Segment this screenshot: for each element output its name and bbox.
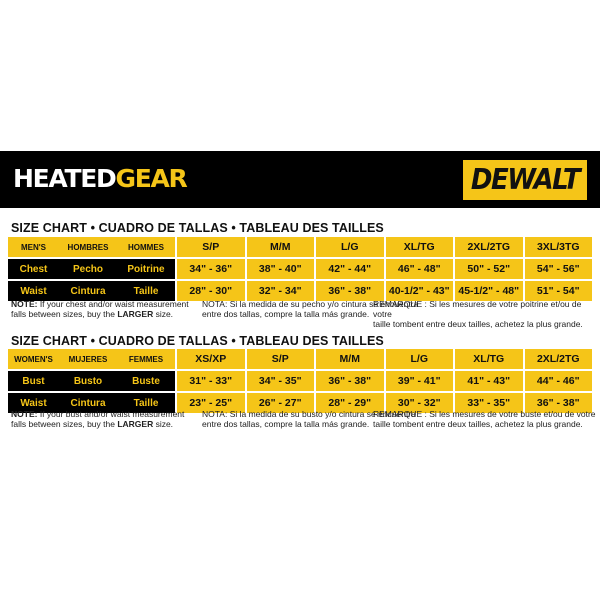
size-header: 2XL/2TG [525,349,593,369]
measurement-cell: 33" - 35" [455,393,523,413]
note-emphasis: LARGER [117,309,154,319]
womens-size-chart-title: SIZE CHART • CUADRO DE TALLAS • TABLEAU DES TAILLES [11,334,384,348]
measurement-cell: 50" - 52" [455,259,523,279]
mens-chest-row [8,259,592,279]
measurement-cell: 54" - 56" [525,259,593,279]
row-label-fr: Taille [133,397,159,409]
note-text: entre dos tallas, compre la talla más grande. [202,419,370,429]
heated-gear-title [13,165,187,193]
measurement-cell: 46" - 48" [386,259,454,279]
measurement-cell: 23" - 25" [177,393,245,413]
note-text: size. [153,309,174,319]
measurement-cell: 51" - 54" [525,281,593,301]
size-header: L/G [386,349,454,369]
womens-header-labels [8,349,175,369]
dewalt-logo [461,158,589,202]
row-label-es: Cintura [70,397,106,409]
womens-header-row [8,349,592,369]
measurement-cell: 45-1/2" - 48" [455,281,523,301]
mens-note-french [373,299,600,329]
note-text: falls between sizes, buy the [11,309,118,319]
womens-bust-row [8,371,592,391]
note-text: NOTA: Si la medida de su busto y/o cintura se encuentra [202,409,416,419]
womens-note-english [11,409,184,429]
note-text: taille tombent entre deux tailles, achetez la plus grande. [373,419,583,429]
row-label-fr: Taille [133,285,159,297]
row-labels [8,371,175,391]
brand-gear-text: GEAR [115,164,187,193]
note-text: size. [153,419,174,429]
row-label-fr: Poitrine [127,263,165,275]
measurement-cell: 31" - 33" [177,371,245,391]
measurement-cell: 28" - 29" [316,393,384,413]
header-label-fr: HOMMES [128,242,164,252]
size-header: 3XL/3TG [525,237,593,257]
note-text: REMARQUE : Si les mesures de votre buste et/ou de votre [373,409,596,419]
womens-note-french [373,409,596,429]
measurement-cell: 40-1/2" - 43" [386,281,454,301]
row-label-es: Cintura [70,285,106,297]
mens-header-row [8,237,592,257]
mens-size-table [8,237,592,303]
note-prefix: NOTE: [11,409,38,419]
measurement-cell: 36" - 38" [525,393,593,413]
measurement-cell: 44" - 46" [525,371,593,391]
measurement-cell: 32" - 34" [247,281,315,301]
measurement-cell: 34" - 36" [177,259,245,279]
measurement-cell: 30" - 32" [386,393,454,413]
measurement-cell: 38" - 40" [247,259,315,279]
brand-heated-text: HEATED [13,164,116,193]
note-text: If your bust and/or waist measurement [37,409,185,419]
note-text: falls between sizes, buy the [11,419,118,429]
header-label-en: MEN'S [20,242,46,252]
size-header: S/P [247,349,315,369]
note-prefix: NOTE: [11,299,38,309]
measurement-cell: 26" - 27" [247,393,315,413]
note-text: entre dos tallas, compre la talla más grande. [202,309,370,319]
measurement-cell: 42" - 44" [316,259,384,279]
size-header: M/M [247,237,315,257]
header-label-es: MUJERES [68,354,108,364]
measurement-cell: 41" - 43" [455,371,523,391]
size-header: L/G [316,237,384,257]
row-labels [8,259,175,279]
measurement-cell: 28" - 30" [177,281,245,301]
row-label-es: Busto [73,375,103,387]
mens-waist-row [8,281,592,301]
note-text: taille tombent entre deux tailles, achetez la plus grande. [373,319,583,329]
measurement-cell: 34" - 35" [247,371,315,391]
note-text: If your chest and/or waist measurement [37,299,189,309]
note-text: REMARQUE : Si les mesures de votre poitrine et/ou de votre [373,299,582,319]
header-label-es: HOMBRES [67,242,109,252]
row-label-fr: Buste [132,375,160,387]
size-header: XL/TG [455,349,523,369]
size-header: S/P [177,237,245,257]
womens-size-table [8,349,592,415]
row-label-es: Pecho [72,263,103,275]
mens-header-labels [8,237,175,257]
row-label-en: Chest [19,263,48,275]
measurement-cell: 36" - 38" [316,371,384,391]
row-label-en: Waist [20,285,47,297]
note-text: NOTA: Si la medida de su pecho y/o cintura se encuentra [202,299,419,309]
row-label-en: Waist [20,397,47,409]
measurement-cell: 36" - 38" [316,281,384,301]
header-label-en: WOMEN'S [14,354,53,364]
header-label-fr: FEMMES [128,354,164,364]
mens-size-chart-title: SIZE CHART • CUADRO DE TALLAS • TABLEAU DES TAILLES [11,221,384,235]
note-emphasis: LARGER [117,419,154,429]
size-header: XS/XP [177,349,245,369]
row-label-en: Bust [22,375,45,387]
measurement-cell: 39" - 41" [386,371,454,391]
size-header: 2XL/2TG [455,237,523,257]
row-labels [8,281,175,301]
mens-note-english [11,299,189,319]
size-header: XL/TG [386,237,454,257]
dewalt-logo-text: DEWALT [470,163,580,197]
size-header: M/M [316,349,384,369]
